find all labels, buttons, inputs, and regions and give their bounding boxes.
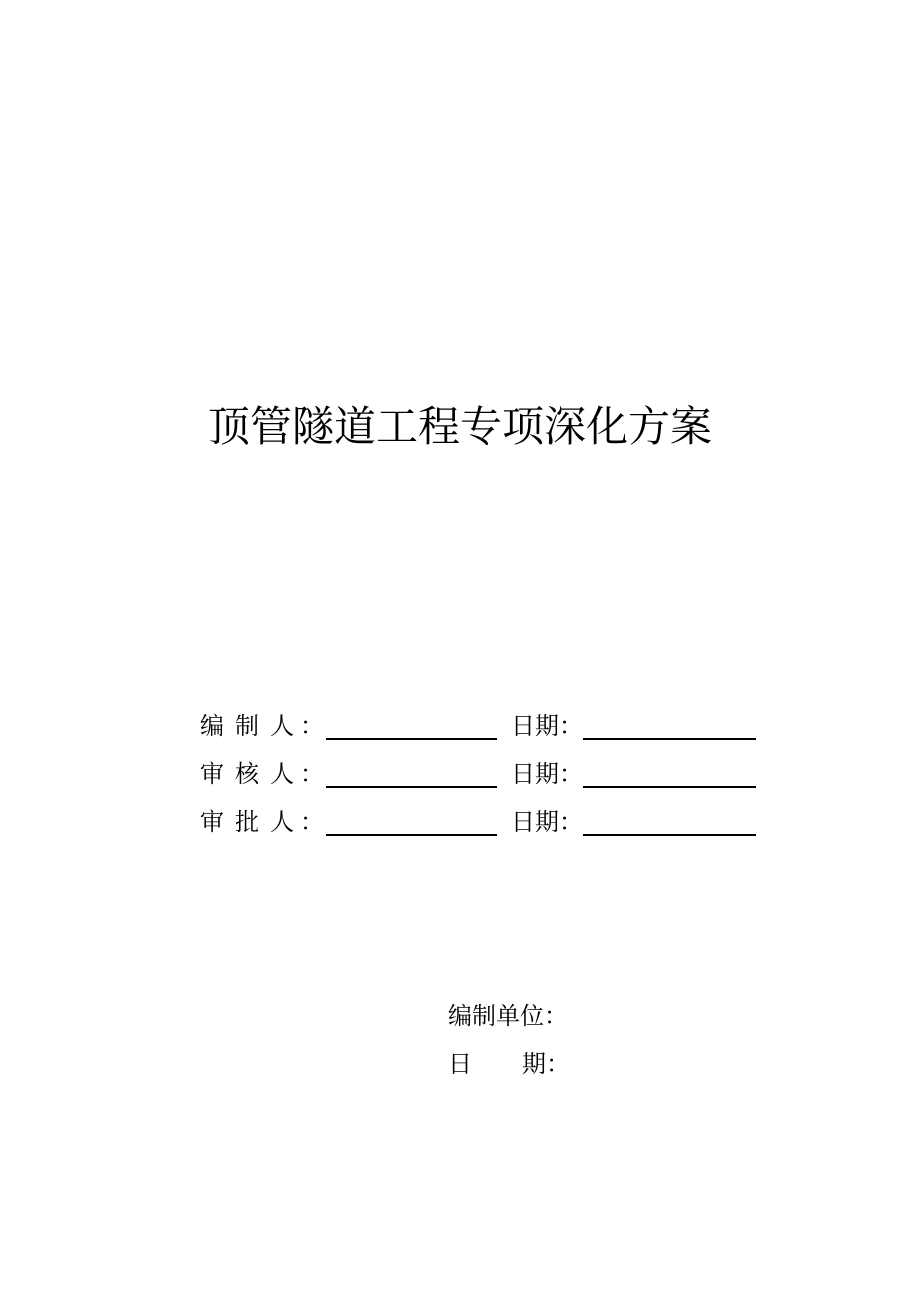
approver-signature-line[interactable]: [326, 834, 497, 836]
approver-date-label: 日期：: [511, 808, 583, 836]
approver-label: 审批人: [200, 808, 305, 836]
compiler-date-label: 日期：: [511, 712, 583, 740]
approver-colon: ：: [300, 808, 324, 836]
compiler-label: 编制人: [200, 712, 305, 740]
signature-row-compiler: [200, 706, 800, 754]
signature-block: [200, 706, 800, 850]
footer-date-char-2: 期：: [522, 1050, 570, 1078]
footer-date-char-1: 日: [448, 1050, 472, 1078]
footer-unit-row: [448, 996, 568, 1044]
reviewer-date-line[interactable]: [583, 786, 756, 788]
footer-date-row: [448, 1044, 568, 1092]
reviewer-label: 审核人: [200, 760, 305, 788]
footer-unit-label: 编制单位：: [448, 1002, 568, 1030]
document-title: 顶管隧道工程专项深化方案: [207, 402, 712, 451]
signature-row-approver: [200, 802, 800, 850]
compiler-colon: ：: [300, 712, 324, 740]
reviewer-date-label: 日期：: [511, 760, 583, 788]
compiler-date-line[interactable]: [583, 738, 756, 740]
signature-row-reviewer: [200, 754, 800, 802]
compiler-signature-line[interactable]: [326, 738, 497, 740]
footer-block: [448, 996, 568, 1092]
reviewer-signature-line[interactable]: [326, 786, 497, 788]
reviewer-colon: ：: [300, 760, 324, 788]
approver-date-line[interactable]: [583, 834, 756, 836]
